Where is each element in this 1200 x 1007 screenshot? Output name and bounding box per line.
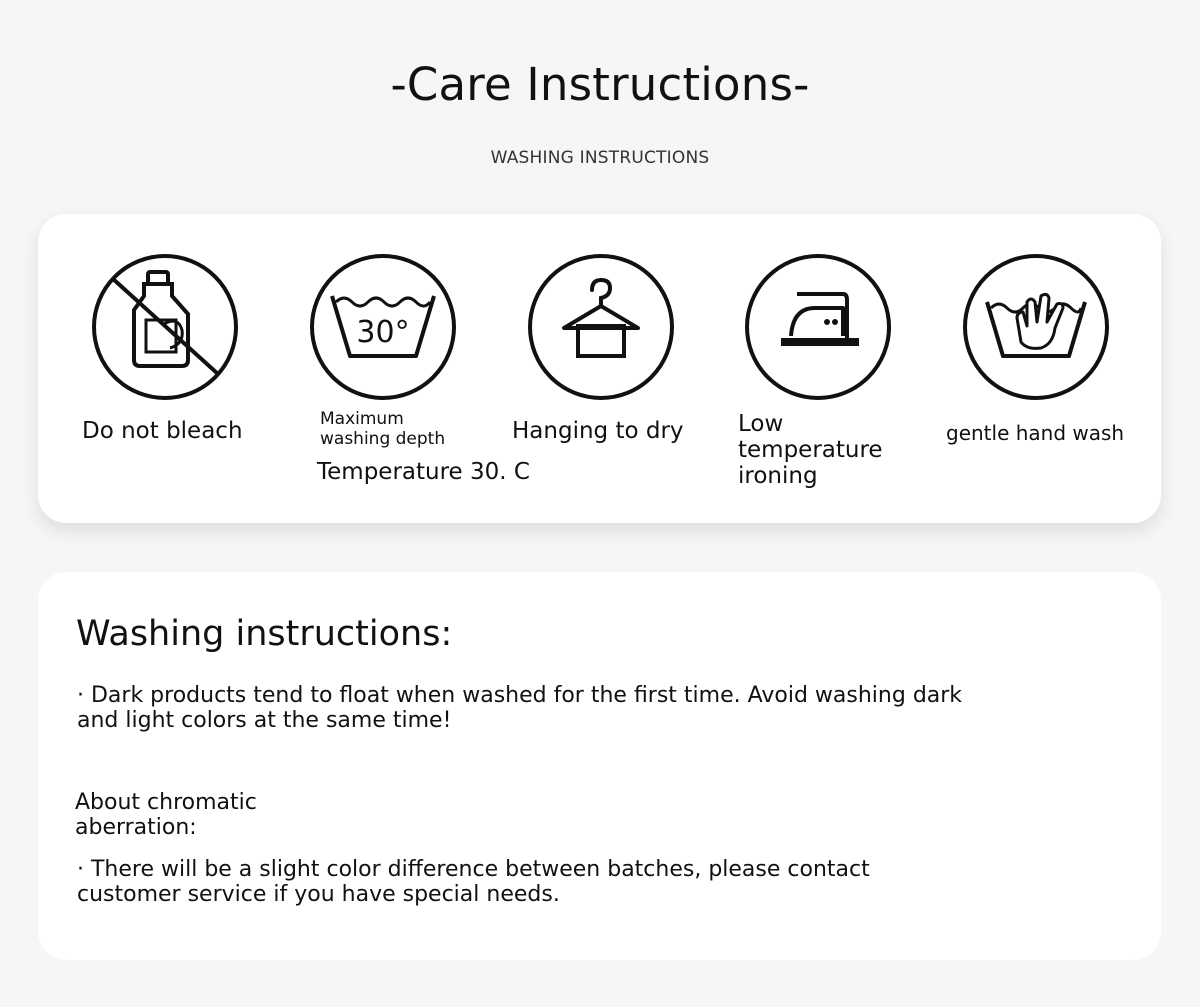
label-do-not-bleach: Do not bleach xyxy=(82,418,243,444)
chromatic-aberration-heading: About chromatic aberration: xyxy=(75,790,257,840)
label-maximum-washing-depth: Maximum washing depth xyxy=(320,409,446,449)
washing-paragraph: · Dark products tend to float when washed for the first time. Avoid washing dark and light colors at the same time! xyxy=(77,683,963,733)
label-hanging-to-dry: Hanging to dry xyxy=(512,418,684,444)
label-low-temperature-ironing: Low temperature ironing xyxy=(738,411,883,489)
washing-instructions-heading: Washing instructions: xyxy=(76,614,453,654)
label-temperature-30: Temperature 30. C xyxy=(317,459,530,485)
wash-temperature-badge: 30° xyxy=(356,315,410,350)
no-bleach-icon xyxy=(90,252,240,402)
page-subtitle: WASHING INSTRUCTIONS xyxy=(490,148,710,168)
page-title: -Care Instructions- xyxy=(390,58,810,111)
chromatic-aberration-paragraph: · There will be a slight color difference between batches, please contact customer service if you have special needs. xyxy=(77,857,870,907)
wash-30-icon xyxy=(308,252,458,402)
hand-wash-icon xyxy=(961,252,1111,402)
label-gentle-hand-wash: gentle hand wash xyxy=(946,421,1125,445)
iron-low-icon xyxy=(743,252,893,402)
hang-dry-icon xyxy=(526,252,676,402)
